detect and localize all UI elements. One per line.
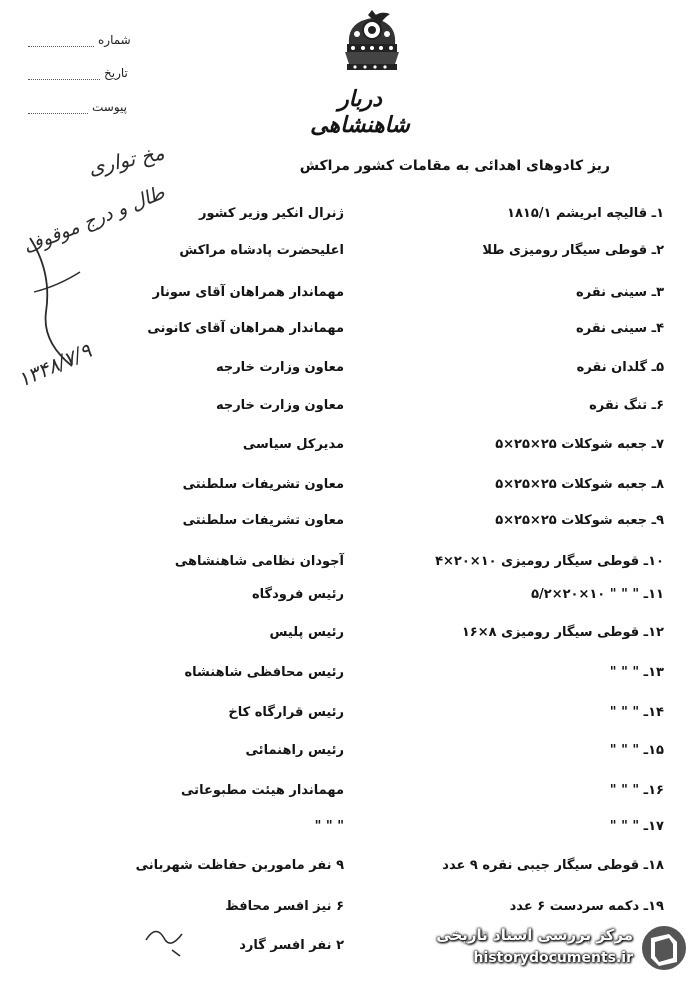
gift-item: ۱۲ـ قوطی سیگار رومیزی ۸×۱۶ xyxy=(461,625,664,640)
gift-row xyxy=(0,243,700,267)
number-line xyxy=(28,46,94,47)
gift-item: ۱۸ـ قوطی سیگار جیبی نقره ۹ عدد xyxy=(442,858,664,873)
gift-item: ۱۰ـ قوطی سیگار رومیزی ۱۰×۲۰×۴ xyxy=(435,554,664,569)
gift-recipient: رئیس فرودگاه xyxy=(251,587,344,602)
gift-recipient: آجودان نظامی شاهنشاهی xyxy=(174,554,344,569)
gift-item: ۵ـ گلدان نقره xyxy=(576,360,664,375)
gift-row xyxy=(0,587,700,611)
organization-name: دربار شاهنشاهی xyxy=(310,86,410,138)
gift-recipient: معاون تشریفات سلطنتی xyxy=(182,477,344,492)
gift-item: ۱ـ قالیچه ابریشم ۱۸۱۵/۱ xyxy=(507,206,664,221)
gift-recipient: رئیس پلیس xyxy=(269,625,344,640)
gift-item: ۱۹ـ دکمه سردست ۶ عدد xyxy=(509,899,664,914)
handwritten-date: ۱۳۴۸/۷/۹ xyxy=(14,338,95,392)
gift-recipient: معاون تشریفات سلطنتی xyxy=(182,513,344,528)
gift-row xyxy=(0,705,700,729)
attachment-line xyxy=(28,113,88,114)
watermark xyxy=(410,920,695,978)
gift-recipient: رئیس قرارگاه کاخ xyxy=(228,705,344,720)
handwritten-initial-mark xyxy=(142,920,192,960)
gift-item: ۹ـ جعبه شوکلات ۲۵×۲۵×۵ xyxy=(495,513,664,528)
gift-row xyxy=(0,665,700,689)
gift-row xyxy=(0,858,700,882)
gift-row xyxy=(0,477,700,501)
gift-row xyxy=(0,743,700,767)
gift-row xyxy=(0,398,700,422)
gift-row xyxy=(0,625,700,649)
gift-recipient: " " " xyxy=(314,819,344,834)
handwritten-note-middle: طال و درج موقوف xyxy=(20,181,168,259)
gift-item: ۷ـ جعبه شوکلات ۲۵×۲۵×۵ xyxy=(495,437,664,452)
number-label: شماره xyxy=(98,33,131,47)
attachment-label: پیوست xyxy=(92,100,127,114)
gift-recipient: ۹ نفر ماموربن حفاظت شهربانی xyxy=(135,858,344,873)
gift-item: ۱۶ـ " " " xyxy=(609,783,664,798)
gift-recipient: ۲ نفر افسر گارد xyxy=(239,938,344,953)
gift-recipient: ژنرال انکیر وزیر کشور xyxy=(198,206,344,221)
gift-recipient: ۶ نیز افسر محافظ xyxy=(225,899,344,914)
gift-recipient: رئیس محافظی شاهنشاه xyxy=(184,665,344,680)
date-label: تاریخ xyxy=(104,66,128,80)
gift-row xyxy=(0,321,700,345)
gift-recipient: اعلیحضرت پادشاه مراکش xyxy=(179,243,344,258)
crown-emblem-icon xyxy=(339,8,405,80)
gift-recipient: معاون وزارت خارجه xyxy=(215,360,344,375)
gift-recipient: معاون وزارت خارجه xyxy=(215,398,344,413)
gift-row xyxy=(0,554,700,578)
handwritten-note-top: مخ‌ تواری xyxy=(86,140,167,180)
gift-item: ۱۴ـ " " " xyxy=(609,705,664,720)
gift-recipient: مهماندار هیئت مطبوعاتی xyxy=(181,783,344,798)
gift-row xyxy=(0,360,700,384)
watermark-title: مرکز بررسی اسناد تاریخی xyxy=(436,926,633,944)
gift-item: ۸ـ جعبه شوکلات ۲۵×۲۵×۵ xyxy=(495,477,664,492)
date-line xyxy=(28,79,100,80)
gift-item: ۲ـ قوطی سیگار رومیزی طلا xyxy=(482,243,664,258)
gift-item: ۱۷ـ " " " xyxy=(609,819,664,834)
gift-item: ۶ـ تنگ نقره xyxy=(589,398,664,413)
gift-row xyxy=(0,819,700,843)
gift-recipient: رئیس راهنمائی xyxy=(245,743,344,758)
gift-row xyxy=(0,513,700,537)
archive-logo-icon xyxy=(639,922,689,974)
gift-recipient: مدیرکل سیاسی xyxy=(242,437,344,452)
document-title: ریز کادوهای اهدائی به مقامات کشور مراکش xyxy=(299,158,610,174)
gift-item: ۱۳ـ " " " xyxy=(609,665,664,680)
watermark-url: historydocuments.ir xyxy=(473,950,633,966)
gift-row xyxy=(0,783,700,807)
gift-item: ۱۱ـ " " " ۱۰×۲۰×۵/۲ xyxy=(531,587,664,602)
gift-row xyxy=(0,285,700,309)
gift-recipient: مهماندار همراهان آقای سونار xyxy=(152,285,344,300)
gift-item: ۳ـ سینی نقره xyxy=(576,285,664,300)
handwritten-signature-stroke xyxy=(22,232,92,372)
gift-row xyxy=(0,437,700,461)
gift-item: ۴ـ سینی نقره xyxy=(576,321,664,336)
gift-recipient: مهماندار همراهان آقای کانونی xyxy=(147,321,344,336)
gift-item: ۱۵ـ " " " xyxy=(609,743,664,758)
